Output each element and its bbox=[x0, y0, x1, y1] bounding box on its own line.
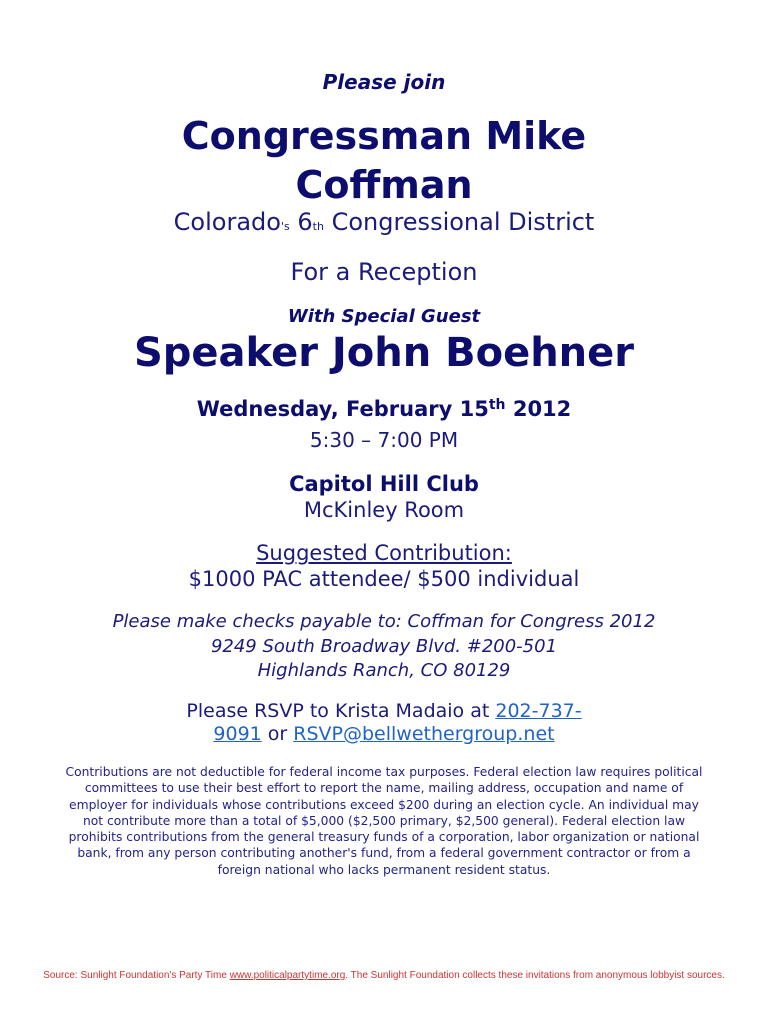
rsvp-phone-link-continued[interactable]: 9091 bbox=[213, 723, 262, 745]
district-state: Colorado bbox=[173, 208, 281, 236]
district-apostrophe: 's bbox=[280, 220, 290, 233]
legal-disclaimer: Contributions are not deductible for federal income tax purposes. Federal election law requires political committees to use their best effort to report the name, mailing address, occupation and name of employer for individuals whose contributions exceed $200 during an election cycle. An individual may not contribute more than a total of $5,000 ($2,500 primary, $2,500 general). Federal election law prohibits contributions from the general treasury funds of a corporation, labor organization or national bank, from any person contributing another's fund, from a federal government contractor or from a foreign national who lacks permanent resident status. bbox=[65, 765, 703, 877]
district-number-suffix: th bbox=[312, 220, 324, 233]
rsvp-email-link[interactable]: RSVP@bellwethergroup.net bbox=[293, 723, 555, 745]
please-join-text: Please join bbox=[322, 70, 446, 94]
district-name: Congressional District bbox=[323, 208, 595, 236]
special-guest-label: With Special Guest bbox=[287, 306, 481, 327]
rsvp-phone-link[interactable]: 202-737- bbox=[495, 700, 582, 722]
venue-name: Capitol Hill Club bbox=[289, 472, 479, 496]
rsvp-text: Please RSVP to Krista Madaio at bbox=[186, 700, 496, 722]
event-time: 5:30 – 7:00 PM bbox=[309, 428, 459, 452]
special-guest-name: Speaker John Boehner bbox=[133, 330, 635, 376]
mailing-address-line1: 9249 South Broadway Blvd. #200-501 bbox=[210, 636, 558, 657]
host-name-line2: Coffman bbox=[295, 163, 473, 207]
source-note bbox=[0, 970, 768, 981]
rsvp-line2 bbox=[0, 723, 768, 745]
contribution-label: Suggested Contribution: bbox=[256, 541, 512, 565]
host-name-line1: Congressman Mike bbox=[181, 114, 587, 158]
source-link[interactable]: www.politicalpartytime.org bbox=[229, 970, 346, 981]
venue-room: McKinley Room bbox=[303, 498, 465, 522]
rsvp-or-text: or bbox=[261, 723, 294, 745]
source-suffix: . The Sunlight Foundation collects these invitations from anonymous lobbyist sources. bbox=[345, 970, 725, 981]
source-prefix: Source: Sunlight Foundation's Party Time bbox=[43, 970, 230, 981]
mailing-address-line2: Highlands Ranch, CO 80129 bbox=[257, 660, 511, 681]
rsvp-line1 bbox=[0, 700, 768, 722]
district-line bbox=[0, 208, 768, 236]
contribution-amounts: $1000 PAC attendee/ $500 individual bbox=[188, 567, 580, 591]
district-number: 6 bbox=[297, 208, 313, 236]
date-year: 2012 bbox=[505, 397, 572, 421]
date-main: Wednesday, February 15 bbox=[196, 397, 489, 421]
date-suffix: th bbox=[488, 397, 506, 413]
event-type: For a Reception bbox=[290, 258, 478, 286]
checks-payable-line: Please make checks payable to: Coffman for Congress 2012 bbox=[112, 611, 656, 632]
event-date bbox=[0, 397, 768, 421]
